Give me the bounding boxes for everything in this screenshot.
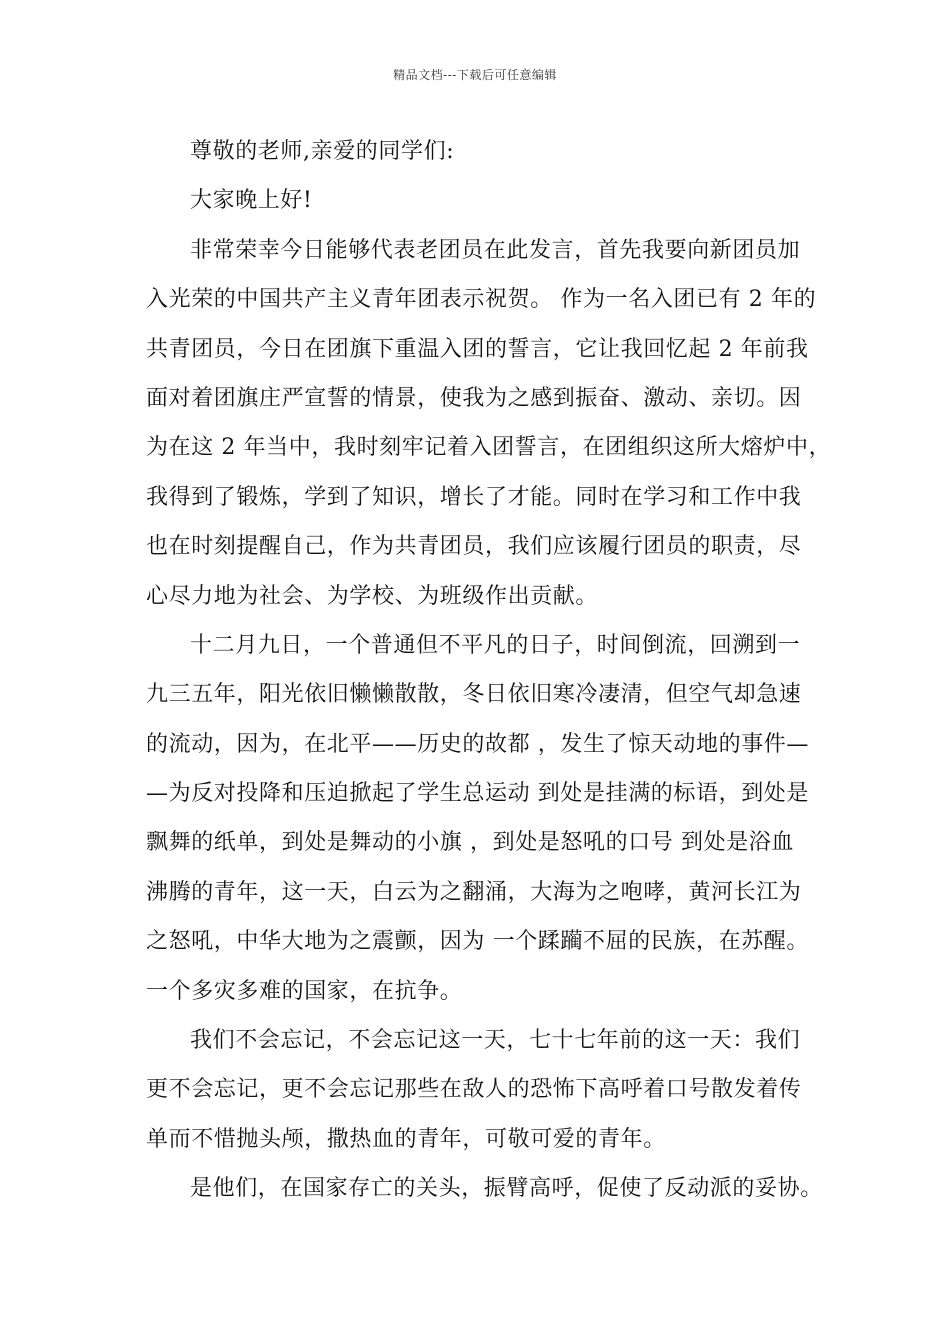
text-line: 的流动，因为，在北平——历史的故都 ，发生了惊天动地的事件—	[146, 731, 809, 757]
text-line: 是他们，在国家存亡的关头，振臂高呼，促使了反动派的妥协。	[190, 1176, 823, 1202]
text-line: 之怒吼，中华大地为之震颤，因为 一个蹂躏不屈的民族，在苏醒。	[146, 929, 809, 955]
text-line: 共青团员，今日在团旗下重温入团的誓言，它让我回忆起 2 年前我	[146, 336, 809, 362]
text-line: 一个多灾多难的国家，在抗争。	[146, 978, 463, 1004]
text-line: 十二月九日，一个普通但不平凡的日子，时间倒流，回溯到一	[190, 632, 801, 658]
page-header: 精品文档---下载后可任意编辑	[393, 68, 557, 82]
text-line: 九三五年，阳光依旧懒懒散散，冬日依旧寒冷凄清，但空气却急速	[146, 682, 802, 708]
text-line: 飘舞的纸单，到处是舞动的小旗 ，到处是怒吼的口号 到处是浴血	[146, 830, 794, 856]
text-line: 为在这 2 年当中，我时刻牢记着入团誓言，在团组织这所大熔炉中，	[146, 435, 832, 461]
text-line: 也在时刻提醒自己，作为共青团员，我们应该履行团员的职责，尽	[146, 534, 802, 560]
text-line: 非常荣幸今日能够代表老团员在此发言，首先我要向新团员加	[190, 237, 801, 263]
text-line: 心尽力地为社会、为学校、为班级作出贡献。	[146, 583, 599, 609]
text-line: 大家晚上好!	[190, 188, 313, 214]
text-line: 尊敬的老师,亲爱的同学们:	[190, 139, 455, 164]
text-line: 我得到了锻炼，学到了知识，增长了才能。同时在学习和工作中我	[146, 484, 802, 510]
text-line: 更不会忘记，更不会忘记那些在敌人的恐怖下高呼着口号散发着传	[146, 1077, 802, 1103]
text-line: 入光荣的中国共产主义青年团表示祝贺。 作为一名入团已有 2 年的	[146, 287, 817, 313]
text-line: 面对着团旗庄严宣誓的情景，使我为之感到振奋、激动、亲切。因	[146, 385, 802, 411]
text-line: 沸腾的青年，这一天，白云为之翻涌，大海为之咆哮，黄河长江为	[146, 879, 802, 905]
text-line: 单而不惜抛头颅，撒热血的青年，可敬可爱的青年。	[146, 1126, 666, 1152]
text-line: —为反对投降和压迫掀起了学生总运动 到处是挂满的标语，到处是	[146, 781, 809, 807]
speech-body	[146, 127, 832, 1214]
text-line: 我们不会忘记，不会忘记这一天，七十七年前的这一天：我们	[190, 1028, 801, 1054]
